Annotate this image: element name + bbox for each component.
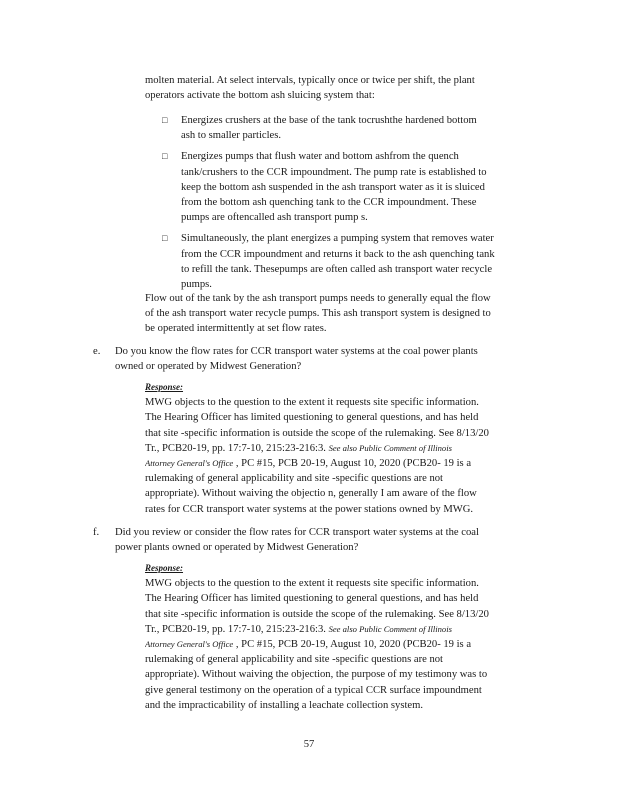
response-colon: : xyxy=(180,563,184,573)
text-line: molten material. At select intervals, typically once or twice per shift, the plant xyxy=(145,75,475,86)
text-line xyxy=(145,622,535,637)
text-line: owned or operated by Midwest Generation? xyxy=(115,361,302,373)
text-line xyxy=(145,637,535,652)
citation-italic: Attorney General's Office xyxy=(145,458,234,469)
text-line: pumps. xyxy=(181,279,212,291)
text-line: rulemaking of general applicability and site -specific questions are not xyxy=(145,654,443,666)
text-line: that site -specific information is outside the scope of the rulemaking. See 8/13/20 xyxy=(145,608,489,620)
text-line: give general testimony on the operation of a typical CCR surface impoundment xyxy=(145,684,482,696)
citation-text: Tr., PCB20-19, pp. 17:7-10, 215:23-216:3. xyxy=(145,442,326,454)
intro-paragraph xyxy=(145,73,545,103)
bullet-item-pumps xyxy=(162,149,542,225)
question-letter: e. xyxy=(93,346,101,357)
text-line: tank/crushers to the CCR impoundment. The pump rate is established to xyxy=(181,166,487,178)
response-label: Response xyxy=(145,382,181,392)
page-number: 57 xyxy=(303,739,315,750)
flow-paragraph xyxy=(145,291,545,337)
question-letter: f. xyxy=(93,527,100,538)
citation-italic: See also Public Comment of Illinois xyxy=(328,442,452,453)
citation-italic: Attorney General's Office xyxy=(145,639,234,650)
response-e xyxy=(145,380,535,517)
citation-text: , PC #15, PCB 20-19, August 10, 2020 (PCB20- 19 is a xyxy=(233,458,472,470)
response-label: Response xyxy=(145,563,181,573)
text-line: The Hearing Officer has limited questioning to general questions, and has held xyxy=(145,412,479,424)
text-line: MWG objects to the question to the extent it requests site specific information. xyxy=(145,397,479,409)
bullet-box-icon: □ xyxy=(162,233,168,244)
text-line: Simultaneously, the plant energizes a pumping system that removes water xyxy=(181,233,494,245)
text-line: Energizes pumps that flush water and bottom ashfrom the quench xyxy=(181,151,459,163)
text-line: MWG objects to the question to the extent it requests site specific information. xyxy=(145,578,479,590)
text-line: from the bottom ash quenching tank to the CCR impoundment. These xyxy=(181,197,477,209)
text-line: and the impracticability of installing a leachate collection system. xyxy=(145,699,423,711)
bullet-box-icon: □ xyxy=(162,151,168,162)
text-line: Energizes crushers at the base of the tank tocrushthe hardened bottom xyxy=(181,115,477,126)
bullet-list xyxy=(162,113,542,298)
response-f xyxy=(145,561,535,713)
citation-text: , PC #15, PCB 20-19, August 10, 2020 (PCB20- 19 is a xyxy=(233,639,472,651)
text-line: rulemaking of general applicability and site -specific questions are not xyxy=(145,473,443,485)
text-line: keep the bottom ash suspended in the ash transport water as it is sluiced xyxy=(181,181,485,193)
bullet-item-recycle xyxy=(162,231,542,292)
text-line: to refill the tank. Thesepumps are often called ash transport water recycle xyxy=(181,263,493,275)
response-heading xyxy=(145,380,535,395)
text-line: Did you review or consider the flow rates for CCR transport water systems at the coal xyxy=(115,527,479,538)
text-line: appropriate). Without waiving the objection, the purpose of my testimony was to xyxy=(145,669,488,681)
text-line: that site -specific information is outside the scope of the rulemaking. See 8/13/20 xyxy=(145,427,489,439)
bullet-box-icon: □ xyxy=(162,115,168,125)
text-line: of the ash transport water recycle pumps. This ash transport system is designed to xyxy=(145,308,491,320)
text-line xyxy=(145,441,535,456)
text-line xyxy=(145,456,535,471)
text-line: Flow out of the tank by the ash transport pumps needs to generally equal the flow xyxy=(145,293,491,304)
citation-text: Tr., PCB20-19, pp. 17:7-10, 215:23-216:3. xyxy=(145,623,326,635)
text-line: pumps are oftencalled ash transport pump s. xyxy=(181,212,368,224)
text-line: appropriate). Without waiving the objectio n, generally I am aware of the flow xyxy=(145,488,477,500)
text-line: rates for CCR transport water systems at the power stations owned by MWG. xyxy=(145,503,474,515)
response-colon: : xyxy=(180,382,184,392)
text-line: ash to smaller particles. xyxy=(181,130,282,142)
text-line: operators activate the bottom ash sluicing system that: xyxy=(145,90,375,102)
text-line: power plants owned or operated by Midwest Generation? xyxy=(115,542,359,554)
bullet-item-crushers xyxy=(162,113,542,143)
response-heading xyxy=(145,561,535,576)
text-line: be operated intermittently at set flow rates. xyxy=(145,323,327,335)
text-line: from the CCR impoundment and returns it back to the ash quenching tank xyxy=(181,248,495,260)
citation-italic: See also Public Comment of Illinois xyxy=(328,623,452,634)
text-line: Do you know the flow rates for CCR transport water systems at the coal power plants xyxy=(115,346,478,357)
text-line: The Hearing Officer has limited questioning to general questions, and has held xyxy=(145,593,479,605)
